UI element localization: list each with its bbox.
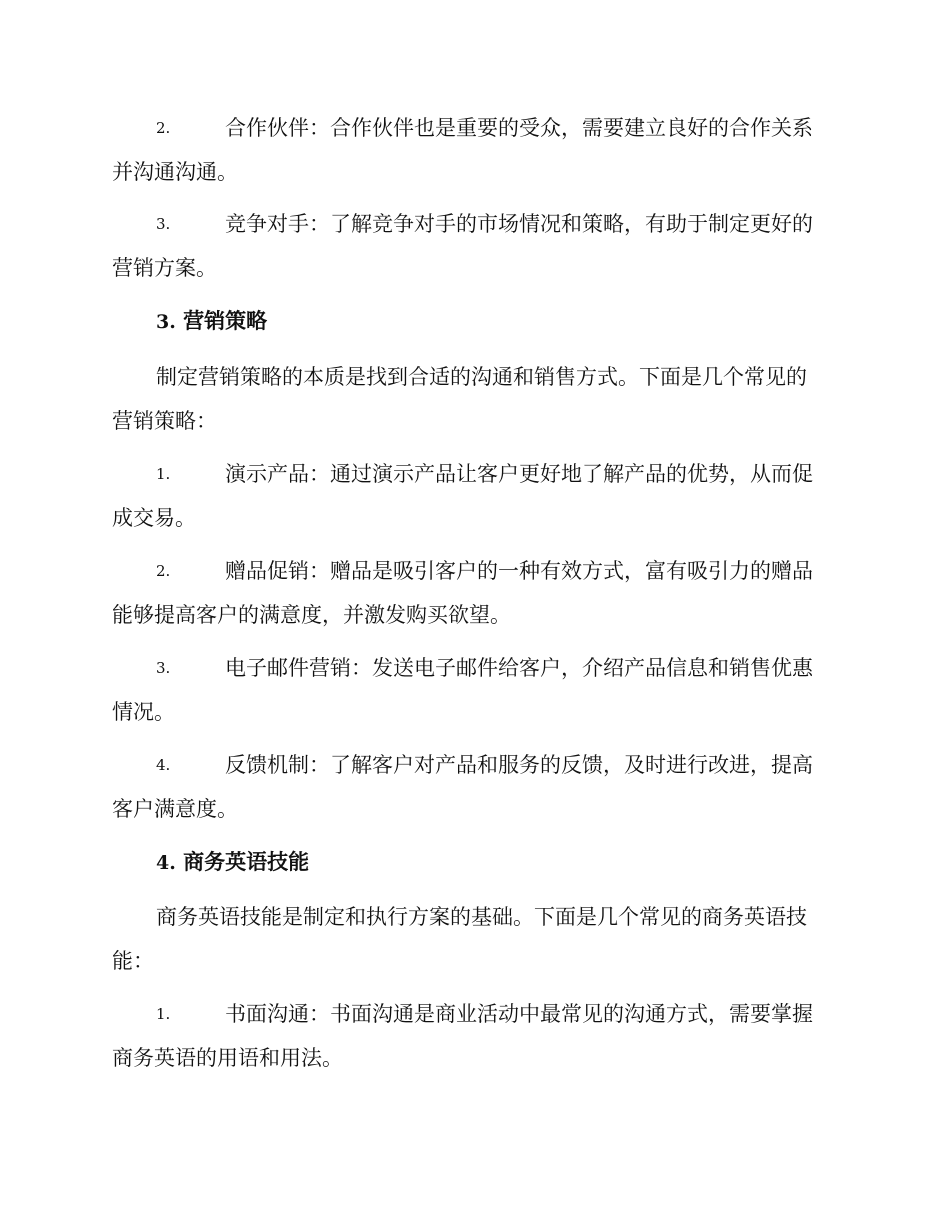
list-item-text-line2: 能够提高客户的满意度，并激发购买欲望。: [112, 603, 511, 627]
section-intro: [112, 895, 834, 983]
list-item: [112, 646, 834, 734]
list-item-text-line2: 成交易。: [112, 506, 196, 530]
list-item: [112, 549, 834, 637]
section-heading: [112, 299, 878, 344]
list-item-text-line1: 合作伙伴：合作伙伴也是重要的受众，需要建立良好的合作关系: [225, 116, 813, 140]
section-intro-line2: 营销策略：: [112, 409, 217, 433]
list-item-text-line2: 商务英语的用语和用法。: [112, 1046, 343, 1070]
section-intro-line1: 制定营销策略的本质是找到合适的沟通和销售方式。下面是几个常见的: [156, 365, 807, 389]
section-heading-title: 商务英语技能: [183, 849, 310, 874]
section-heading-number: 4.: [156, 852, 176, 874]
list-item: [112, 106, 834, 194]
list-item: [112, 202, 834, 290]
section-heading-number: 3.: [156, 311, 176, 333]
list-item-number: 3.: [156, 215, 171, 233]
list-item-text-line2: 客户满意度。: [112, 797, 238, 821]
list-item-number: 1.: [156, 465, 171, 483]
list-item-number: 1.: [156, 1005, 171, 1023]
section-intro-line2: 能：: [112, 949, 154, 973]
list-item-number: 4.: [156, 756, 171, 774]
list-item-text-line1: 竞争对手：了解竞争对手的市场情况和策略，有助于制定更好的: [225, 212, 813, 236]
list-item-text-line1: 反馈机制：了解客户对产品和服务的反馈，及时进行改进，提高: [225, 753, 813, 777]
list-item-text-line2: 并沟通沟通。: [112, 160, 238, 184]
list-item-text-line2: 情况。: [112, 700, 175, 724]
list-item-text-line1: 电子邮件营销：发送电子邮件给客户，介绍产品信息和销售优惠: [225, 656, 813, 680]
list-item-text-line1: 书面沟通：书面沟通是商业活动中最常见的沟通方式，需要掌握: [225, 1002, 813, 1026]
list-item-number: 2.: [156, 562, 171, 580]
section-heading-title: 营销策略: [183, 308, 268, 333]
list-item-text-line1: 赠品促销：赠品是吸引客户的一种有效方式，富有吸引力的赠品: [225, 559, 813, 583]
list-item: [112, 992, 834, 1080]
section-heading: [112, 840, 878, 885]
list-item: [112, 743, 834, 831]
list-item-text-line1: 演示产品：通过演示产品让客户更好地了解产品的优势，从而促: [225, 462, 813, 486]
list-item-text-line2: 营销方案。: [112, 256, 217, 280]
list-item-number: 3.: [156, 659, 171, 677]
list-item: [112, 452, 834, 540]
section-intro: [112, 355, 834, 443]
section-intro-line1: 商务英语技能是制定和执行方案的基础。下面是几个常见的商务英语技: [156, 905, 807, 929]
list-item-number: 2.: [156, 119, 171, 137]
